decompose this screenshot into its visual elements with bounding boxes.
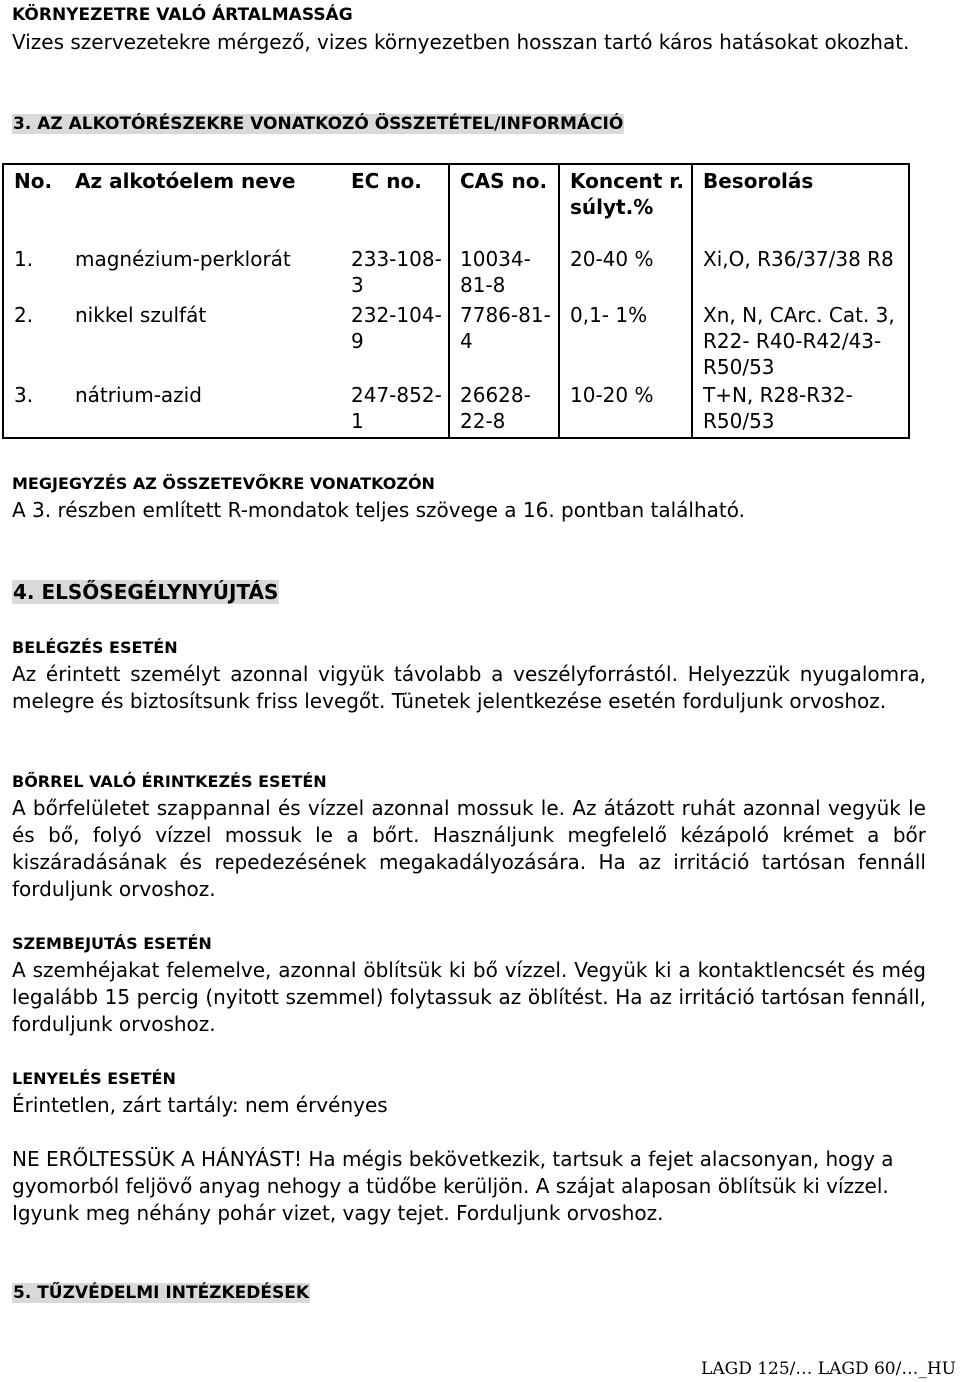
col-header-no: No.: [14, 169, 53, 193]
section5-title: 5. TŰZVÉDELMI INTÉZKEDÉSEK: [13, 1283, 310, 1303]
table-header-row: [3, 164, 909, 246]
skin-contact-title: BŐRREL VALÓ ÉRINTKEZÉS ESETÉN: [12, 772, 327, 791]
cell-conc: 20-40 %: [559, 246, 692, 302]
cell-name: magnézium-perklorát: [75, 247, 291, 271]
composition-note-title: MEGJEGYZÉS AZ ÖSSZETEVŐKRE VONATKOZÓN: [12, 474, 435, 493]
eye-contact-title: SZEMBEJUTÁS ESETÉN: [12, 934, 212, 953]
env-hazard-text: Vizes szervezetekre mérgező, vizes környezetben hosszan tartó káros hatásokat okozhat.: [12, 30, 910, 54]
table-row: [3, 302, 909, 382]
col-header-class: Besorolás: [692, 164, 909, 246]
col-header-conc: Koncent r. súlyt.%: [559, 164, 692, 246]
cell-no: 2.: [14, 303, 34, 327]
ingestion-text-2: NE ERŐLTESSÜK A HÁNYÁST! Ha mégis bekövetkezik, tartsuk a fejet alacsonyan, hogy a gyomorból feljövő anyag nehogy a tüdőbe kerüljön. A szájat alaposan öblítsük ki vízzel. Igyunk meg néhány pohár vizet, vagy tejet. Forduljunk orvoshoz.: [12, 1147, 894, 1225]
table-row: [3, 246, 909, 302]
env-hazard-title: KÖRNYEZETRE VALÓ ÁRTALMASSÁG: [12, 5, 353, 25]
table-row: [3, 382, 909, 438]
cell-cas: 10034-81-8: [449, 246, 559, 302]
section4-title: 4. ELSŐSEGÉLYNYÚJTÁS: [13, 580, 279, 604]
inhalation-title: BELÉGZÉS ESETÉN: [12, 638, 178, 657]
cell-conc: 10-20 %: [559, 382, 692, 438]
cell-ec: 247-852-1: [351, 383, 442, 433]
cell-no: 3.: [14, 383, 34, 407]
cell-name: nikkel szulfát: [75, 303, 207, 327]
eye-contact-text: A szemhéjakat felemelve, azonnal öblítsük ki bő vízzel. Vegyük ki a kontaktlencsét és még legalább 15 percig (nyitott szemmel) folytassuk az öblítést. Ha az irritáció tartósan fennáll, forduljunk orvoshoz.: [12, 958, 926, 1036]
skin-contact-text: A bőrfelületet szappannal és vízzel azonnal mossuk le. Az átázott ruhát azonnal vegyük le és bő, folyó vízzel mossuk le a bőrt. Használjunk megfelelő kézápoló krémet a bőr kiszáradásának és repedezésének megakadályozására. Ha az irritáció tartósan fennáll forduljunk orvoshoz.: [12, 796, 926, 901]
col-header-ec: EC no.: [351, 169, 422, 193]
document-footer: LAGD 125/… LAGD 60/…_HU: [701, 1359, 956, 1379]
cell-cas: 7786-81-4: [449, 302, 559, 382]
ingestion-text-1: Érintetlen, zárt tartály: nem érvényes: [12, 1093, 388, 1117]
inhalation-text: Az érintett személyt azonnal vigyük távolabb a veszélyforrástól. Helyezzük nyugalomra, melegre és biztosítsunk friss levegőt. Tünetek jelentkezése esetén forduljunk orvoshoz.: [12, 662, 926, 713]
composition-table: [2, 163, 910, 439]
ingestion-title: LENYELÉS ESETÉN: [12, 1069, 176, 1088]
cell-no: 1.: [14, 247, 34, 271]
cell-ec: 233-108-3: [351, 247, 442, 297]
cell-name: nátrium-azid: [75, 383, 202, 407]
section3-title: 3. AZ ALKOTÓRÉSZEKRE VONATKOZÓ ÖSSZETÉTEL/INFORMÁCIÓ: [13, 114, 624, 134]
cell-class: Xn, N, CArc. Cat. 3, R22- R40-R42/43-R50/53: [692, 302, 909, 382]
cell-ec: 232-104-9: [351, 303, 442, 353]
composition-note-text: A 3. részben említett R-mondatok teljes szövege a 16. pontban található.: [12, 498, 745, 522]
cell-class: Xi,O, R36/37/38 R8: [692, 246, 909, 302]
cell-conc: 0,1- 1%: [559, 302, 692, 382]
cell-class: T+N, R28-R32-R50/53: [692, 382, 909, 438]
col-header-cas: CAS no.: [449, 164, 559, 246]
cell-cas: 26628-22-8: [449, 382, 559, 438]
col-header-name: Az alkotóelem neve: [75, 169, 296, 193]
